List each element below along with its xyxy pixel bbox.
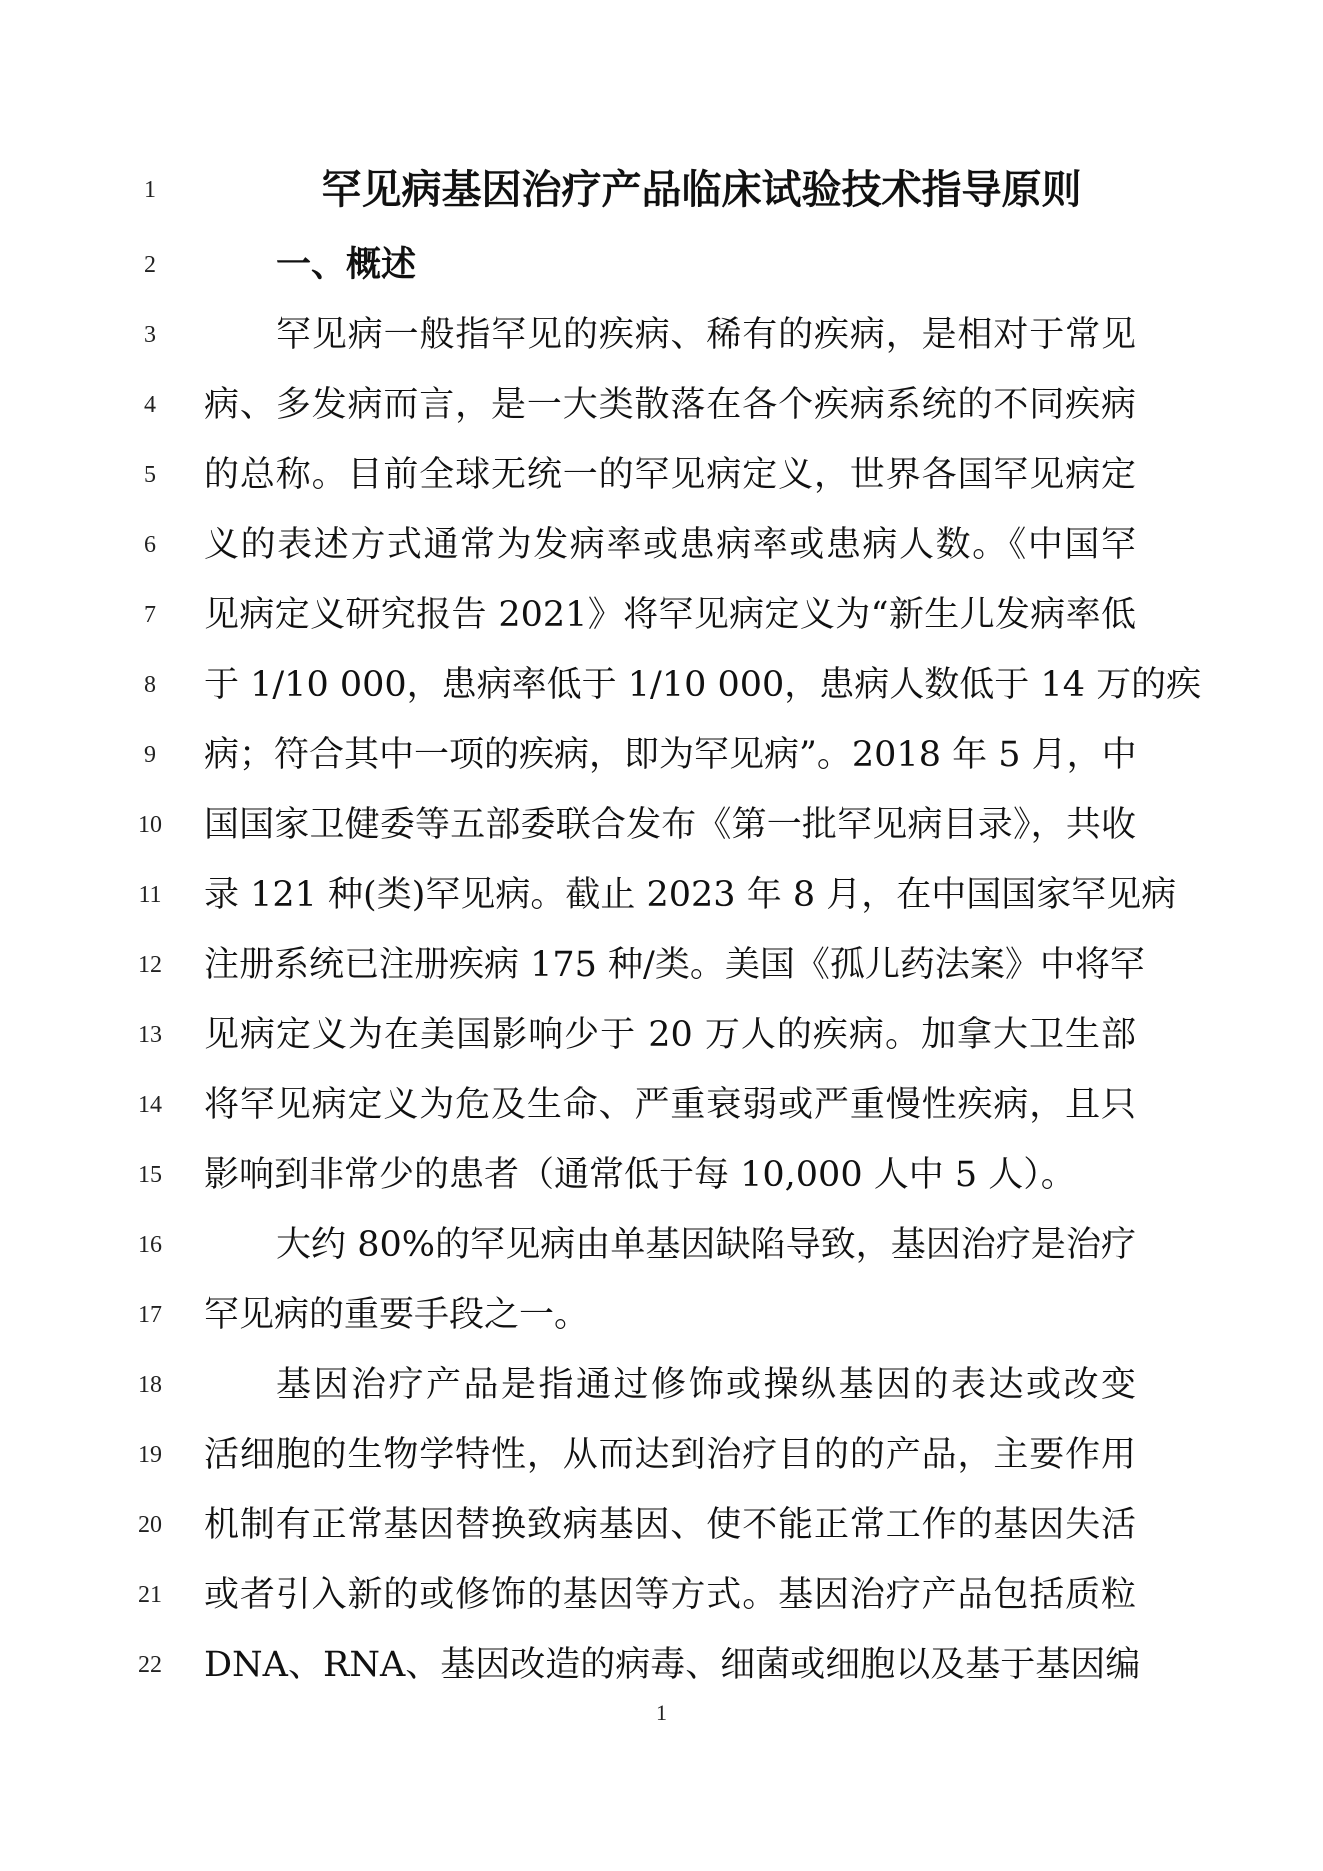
line-17 [0, 1280, 1323, 1350]
document-title: 罕见病基因治疗产品临床试验技术指导原则 [321, 167, 1082, 213]
line-11 [0, 860, 1323, 930]
body-text: 影响到非常少的患者（通常低于每 10,000 人中 5 人）。 [204, 1155, 1076, 1195]
line-number: 13 [138, 1022, 162, 1048]
line-number: 9 [144, 742, 156, 768]
section-heading: 一、概述 [276, 245, 417, 285]
line-4 [0, 370, 1323, 440]
line-number: 7 [144, 602, 156, 628]
body-text: 录 121 种(类)罕见病。截止 2023 年 8 月，在中国国家罕见病 [204, 875, 1177, 915]
line-14 [0, 1070, 1323, 1140]
body-text: 病；符合其中一项的疾病，即为罕见病”。2018 年 5 月，中 [204, 735, 1137, 775]
line-number: 20 [138, 1512, 162, 1538]
line-16 [0, 1210, 1323, 1280]
line-number: 17 [138, 1302, 162, 1328]
page-number: 1 [656, 1700, 667, 1725]
line-number: 18 [138, 1372, 162, 1398]
line-10 [0, 790, 1323, 860]
line-number: 19 [138, 1442, 162, 1468]
line-number: 4 [144, 392, 156, 418]
line-18 [0, 1350, 1323, 1420]
line-number: 5 [144, 462, 156, 488]
line-5 [0, 440, 1323, 510]
line-22 [0, 1630, 1323, 1700]
line-number: 11 [138, 882, 162, 908]
body-text: 将罕见病定义为危及生命、严重衰弱或严重慢性疾病，且只 [204, 1085, 1136, 1125]
line-number: 8 [144, 672, 156, 698]
line-20 [0, 1490, 1323, 1560]
body-text: 罕见病一般指罕见的疾病、稀有的疾病，是相对于常见 [276, 315, 1136, 355]
line-number: 12 [138, 952, 162, 978]
body-text: 或者引入新的或修饰的基因等方式。基因治疗产品包括质粒 [204, 1575, 1136, 1615]
body-text: 罕见病的重要手段之一。 [204, 1295, 590, 1335]
line-21 [0, 1560, 1323, 1630]
line-number: 15 [138, 1162, 162, 1188]
line-12 [0, 930, 1323, 1000]
body-text: 机制有正常基因替换致病基因、使不能正常工作的基因失活 [204, 1505, 1136, 1545]
line-number: 2 [144, 252, 156, 278]
line-number: 21 [138, 1582, 162, 1608]
line-3 [0, 300, 1323, 370]
line-7 [0, 580, 1323, 650]
body-text: 活细胞的生物学特性，从而达到治疗目的的产品，主要作用 [204, 1435, 1136, 1475]
line-19 [0, 1420, 1323, 1490]
line-15 [0, 1140, 1323, 1210]
line-number: 6 [144, 532, 156, 558]
body-text: DNA、RNA、基因改造的病毒、细菌或细胞以及基于基因编 [204, 1645, 1141, 1685]
line-number: 14 [138, 1092, 162, 1118]
line-13 [0, 1000, 1323, 1070]
line-6 [0, 510, 1323, 580]
line-9 [0, 720, 1323, 790]
body-text: 基因治疗产品是指通过修饰或操纵基因的表达或改变 [276, 1365, 1136, 1405]
line-number: 10 [138, 812, 162, 838]
body-text: 注册系统已注册疾病 175 种/类。美国《孤儿药法案》中将罕 [204, 945, 1145, 985]
body-text: 大约 80%的罕见病由单基因缺陷导致，基因治疗是治疗 [276, 1225, 1136, 1265]
line-2 [0, 230, 1323, 300]
body-text: 的总称。目前全球无统一的罕见病定义，世界各国罕见病定 [204, 455, 1136, 495]
body-text: 于 1/10 000，患病率低于 1/10 000，患病人数低于 14 万的疾 [204, 665, 1202, 705]
body-text: 国国家卫健委等五部委联合发布《第一批罕见病目录》，共收 [204, 805, 1136, 845]
line-number: 22 [138, 1652, 162, 1678]
body-text: 义的表述方式通常为发病率或患病率或患病人数。《中国罕 [204, 525, 1136, 565]
line-8 [0, 650, 1323, 720]
body-text: 见病定义为在美国影响少于 20 万人的疾病。加拿大卫生部 [204, 1015, 1136, 1055]
line-number: 3 [144, 322, 156, 348]
body-text: 见病定义研究报告 2021》将罕见病定义为“新生儿发病率低 [204, 595, 1136, 635]
line-number: 16 [138, 1232, 162, 1258]
line-number: 1 [144, 177, 156, 203]
body-text: 病、多发病而言，是一大类散落在各个疾病系统的不同疾病 [204, 385, 1136, 425]
